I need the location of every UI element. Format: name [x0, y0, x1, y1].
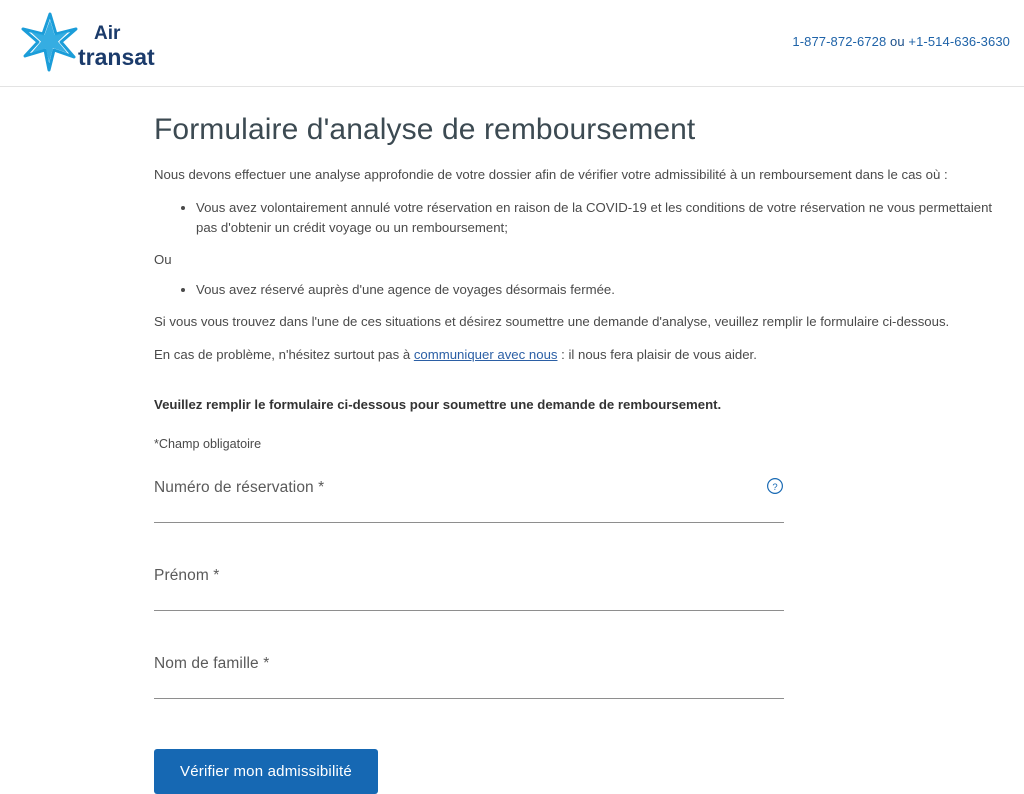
required-asterisk: * [208, 567, 220, 584]
problem-suffix-text: : il nous fera plaisir de vous aider. [557, 347, 757, 362]
problem-paragraph [154, 345, 1010, 365]
svg-text:?: ? [772, 481, 778, 493]
air-transat-logo-icon [12, 8, 172, 78]
contact-us-link[interactable]: communiquer avec nous [413, 347, 558, 362]
phone-primary-link[interactable]: 1-877-872-6728 [792, 34, 887, 49]
site-header [0, 0, 1024, 87]
air-transat-logo[interactable] [12, 8, 172, 78]
phone-separator: ou [886, 34, 909, 49]
phone-secondary-link[interactable]: +1-514-636-3630 [908, 34, 1010, 49]
refund-analysis-form [154, 479, 784, 794]
reason-list-group-2 [154, 280, 1010, 300]
svg-text:Air: Air [94, 23, 121, 44]
required-asterisk: * [258, 655, 270, 672]
booking-number-label-text: Numéro de réservation [154, 479, 314, 496]
question-mark-circle-icon[interactable] [766, 477, 784, 495]
form-instruction: Veuillez remplir le formulaire ci-dessous pour soumettre une demande de remboursement. [154, 397, 722, 412]
booking-number-input[interactable] [154, 507, 784, 523]
check-eligibility-button[interactable]: Vérifier mon admissibilité [154, 749, 378, 794]
list-item: • Vous avez réservé auprès d'une agence de voyages désormais fermée. [196, 280, 1010, 300]
reason-list-group-1 [154, 198, 1010, 238]
last-name-label [154, 655, 784, 683]
page-title: Formulaire d'analyse de remboursement [154, 113, 696, 146]
required-asterisk: * [313, 479, 325, 496]
last-name-input[interactable] [154, 683, 784, 699]
booking-number-label [154, 479, 784, 507]
question-mark-circle-svg [766, 477, 784, 495]
booking-number-field-group [154, 479, 784, 523]
svg-text:transat: transat [78, 44, 155, 70]
or-label: Ou [154, 252, 172, 267]
situation-paragraph: Si vous vous trouvez dans l'une de ces situations et désirez soumettre une demande d'analyse, veuillez remplir le formulaire ci-dessous. [154, 314, 950, 329]
first-name-label [154, 567, 784, 595]
intro-paragraph: Nous devons effectuer une analyse approfondie de votre dossier afin de vérifier votre admissibilité à un remboursement dans le cas où : [154, 167, 948, 182]
required-field-note: *Champ obligatoire [154, 437, 262, 451]
main-content [0, 87, 1024, 794]
header-phone-numbers [792, 34, 1010, 49]
first-name-input[interactable] [154, 595, 784, 611]
last-name-field-group [154, 655, 784, 699]
first-name-field-group [154, 567, 784, 611]
list-item: • Vous avez volontairement annulé votre réservation en raison de la COVID-19 et les conditions de votre réservation ne vous permettaient pas d'obtenir un crédit voyage ou un remboursement; [196, 198, 1010, 238]
problem-prefix-text: En cas de problème, n'hésitez surtout pas à [154, 347, 414, 362]
first-name-label-text: Prénom [154, 567, 209, 584]
last-name-label-text: Nom de famille [154, 655, 259, 672]
